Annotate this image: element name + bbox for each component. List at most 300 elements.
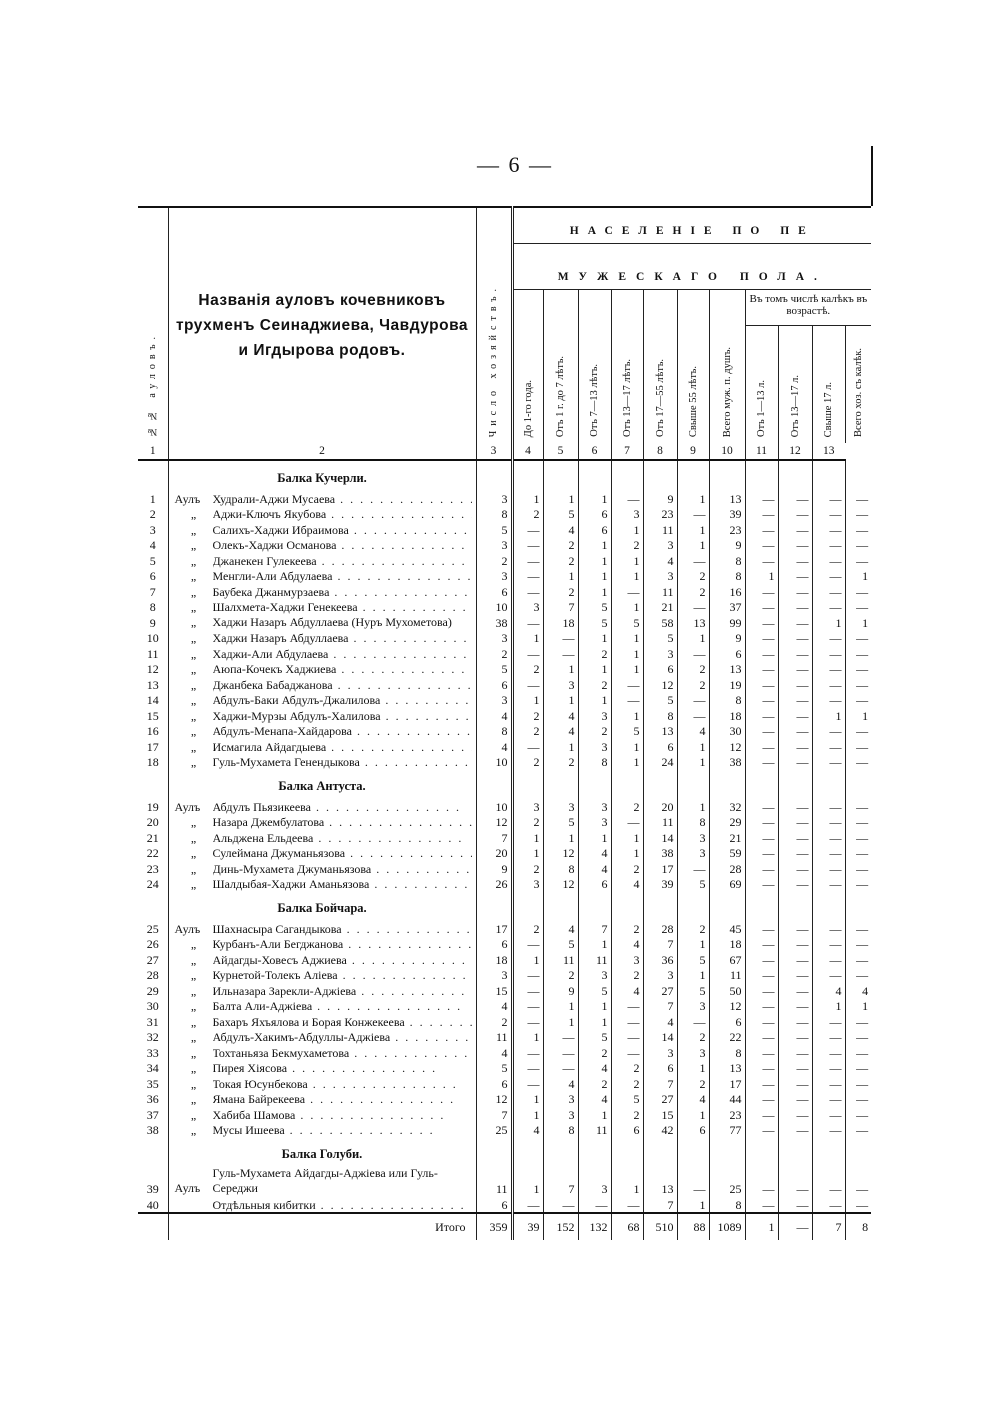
cell-col-4: 2 xyxy=(543,583,578,599)
cell-col-2: 18 xyxy=(476,951,512,967)
cell-col-10: — xyxy=(745,738,778,754)
row-aul-name: Хаджи-Али Абдулаева . . xyxy=(213,647,472,661)
col-number: 12 xyxy=(778,443,812,460)
cell-col-7: 38 xyxy=(643,845,677,861)
cell-col-10: — xyxy=(745,645,778,661)
table-row xyxy=(138,599,871,615)
cell-col-7: 11 xyxy=(643,521,677,537)
cell-col-6: 3 xyxy=(611,951,643,967)
cell-col-6: — xyxy=(611,814,643,830)
header-col-4: Отъ 1 г. до 7 лѣтъ. xyxy=(543,289,578,443)
section-spacer xyxy=(476,1137,512,1166)
cell-col-8: 1 xyxy=(677,738,709,754)
cell-col-5: 1 xyxy=(578,568,611,584)
row-aul-name: Гуль-Мухамета Айдагды-Аджiева или Гуль-Середжи xyxy=(212,1166,438,1195)
table-row xyxy=(138,645,871,661)
cell-col-4: — xyxy=(543,1060,578,1076)
cell-col-3: 2 xyxy=(512,814,543,830)
section-spacer xyxy=(512,769,543,798)
cell-col-12: 1 xyxy=(812,707,845,723)
section-spacer xyxy=(476,460,512,490)
row-prefix: „ xyxy=(190,538,197,552)
cell-col-4: 2 xyxy=(543,552,578,568)
row-number: 15 xyxy=(146,708,159,723)
cell-col-12: — xyxy=(812,676,845,692)
cell-col-6: 4 xyxy=(611,982,643,998)
row-prefix: „ xyxy=(190,1123,197,1137)
cell-col-12: — xyxy=(812,723,845,739)
cell-col-12: — xyxy=(812,552,845,568)
cell-col-11: — xyxy=(778,506,812,522)
cell-col-9: 67 xyxy=(709,951,745,967)
cell-col-8: 2 xyxy=(677,583,709,599)
section-spacer xyxy=(611,1137,643,1166)
section-spacer xyxy=(709,891,745,920)
cell-col-10: — xyxy=(745,599,778,615)
cell-col-8: 1 xyxy=(677,967,709,983)
cell-col-7: 15 xyxy=(643,1106,677,1122)
section-spacer xyxy=(578,1137,611,1166)
cell-col-7: 4 xyxy=(643,552,677,568)
row-aul-name: Абдулъ-Баки Абдулъ-Джалилова . . xyxy=(213,693,472,707)
section-spacer xyxy=(476,891,512,920)
cell-col-4: 3 xyxy=(543,1091,578,1107)
cell-col-12: — xyxy=(812,738,845,754)
row-prefix: „ xyxy=(190,1076,197,1091)
page-number: — 6 — xyxy=(477,152,553,177)
row-aul-name: Менгли-Али Абдулаева . . xyxy=(213,569,472,583)
cell-col-6: — xyxy=(611,998,643,1014)
cell-col-10: — xyxy=(745,920,778,936)
cell-col-5: 11 xyxy=(578,951,611,967)
cell-col-12: — xyxy=(812,860,845,876)
cell-col-13: — xyxy=(845,1091,871,1107)
cell-col-2: 3 xyxy=(476,537,512,553)
cell-col-4: 4 xyxy=(543,707,578,723)
row-aul-name: Шалхмета-Хаджи Генекеева . . xyxy=(213,600,472,614)
header-including: Въ томъ числѣ калѣкъ въ возрастѣ. xyxy=(745,289,871,325)
cell-col-6: 1 xyxy=(611,568,643,584)
cell-col-6: 3 xyxy=(611,506,643,522)
row-prefix: „ xyxy=(190,755,197,769)
row-number: 36 xyxy=(146,1092,159,1106)
row-name xyxy=(168,645,476,661)
row-name xyxy=(168,723,476,739)
cell-col-7: 6 xyxy=(643,1060,677,1076)
cell-col-3: 1 xyxy=(512,1029,543,1045)
cell-col-12: — xyxy=(812,814,845,830)
cell-col-6: 1 xyxy=(611,829,643,845)
row-prefix: „ xyxy=(190,600,197,614)
section-spacer xyxy=(845,460,871,490)
cell-col-12: — xyxy=(812,876,845,892)
cell-col-8: 5 xyxy=(677,876,709,892)
cell-col-5: 3 xyxy=(578,814,611,830)
row-number: 9 xyxy=(149,615,156,630)
cell-col-5: 3 xyxy=(578,707,611,723)
row-number: 26 xyxy=(146,937,159,951)
cell-col-5: 6 xyxy=(578,521,611,537)
cell-col-6: 6 xyxy=(611,1122,643,1138)
row-prefix: „ xyxy=(190,1030,197,1044)
cell-col-11: — xyxy=(778,676,812,692)
cell-col-8: 8 xyxy=(677,814,709,830)
section-spacer xyxy=(845,769,871,798)
cell-col-10: — xyxy=(745,876,778,892)
cell-col-3: 1 xyxy=(512,490,543,506)
cell-col-12: — xyxy=(812,1196,845,1213)
total-col-10: 1 xyxy=(745,1213,778,1240)
cell-col-7: 27 xyxy=(643,982,677,998)
section-spacer xyxy=(643,891,677,920)
cell-col-3: — xyxy=(512,1075,543,1091)
cell-col-9: 37 xyxy=(709,599,745,615)
row-aul-name: Абдулъ Пьязикеева . . xyxy=(213,800,472,814)
cell-col-10: — xyxy=(745,798,778,814)
total-col-5: 132 xyxy=(578,1213,611,1240)
table-row xyxy=(138,1044,871,1060)
cell-col-13: — xyxy=(845,521,871,537)
cell-col-6: — xyxy=(611,583,643,599)
column-numbers xyxy=(138,443,871,460)
row-name xyxy=(168,798,476,814)
cell-col-3: — xyxy=(512,998,543,1014)
cell-col-4: 1 xyxy=(543,661,578,677)
cell-col-8: 5 xyxy=(677,951,709,967)
table-row xyxy=(138,676,871,692)
cell-col-12: — xyxy=(812,845,845,861)
row-prefix: „ xyxy=(190,631,197,645)
row-aul-name: Шахнасыра Сагандыкова . . xyxy=(213,922,472,936)
row-name-wrap xyxy=(175,755,472,769)
cell-col-6: 2 xyxy=(611,860,643,876)
table-row xyxy=(138,490,871,506)
row-prefix: „ xyxy=(190,1092,197,1106)
table-row xyxy=(138,998,871,1014)
section-spacer xyxy=(709,460,745,490)
col-number: 8 xyxy=(643,443,677,460)
cell-col-5: 1 xyxy=(578,829,611,845)
cell-col-2: 20 xyxy=(476,845,512,861)
cell-col-5: 1 xyxy=(578,998,611,1014)
row-number: 22 xyxy=(146,846,159,860)
section-spacer xyxy=(812,769,845,798)
cell-col-3: — xyxy=(512,645,543,661)
cell-col-11: — xyxy=(778,490,812,506)
section-spacer xyxy=(611,460,643,490)
cell-col-10: — xyxy=(745,707,778,723)
cell-col-2: 5 xyxy=(476,661,512,677)
header-col-13: Всего хоз. съ калѣк. xyxy=(845,325,871,443)
cell-col-9: 13 xyxy=(709,661,745,677)
row-prefix: Аулъ xyxy=(174,1181,201,1195)
section-spacer xyxy=(138,891,168,920)
row-number: 21 xyxy=(146,830,159,845)
cell-col-7: 14 xyxy=(643,1029,677,1045)
cell-col-7: 3 xyxy=(643,645,677,661)
cell-col-12: 1 xyxy=(812,998,845,1014)
cell-col-11: — xyxy=(778,521,812,537)
row-aul-name: Олекъ-Хаджи Османова . . xyxy=(213,538,472,552)
row-number: 27 xyxy=(146,952,159,967)
cell-col-4: — xyxy=(543,645,578,661)
cell-col-7: 4 xyxy=(643,1013,677,1029)
cell-col-7: 28 xyxy=(643,920,677,936)
section-row xyxy=(138,769,871,798)
cell-col-3: 1 xyxy=(512,1091,543,1107)
row-prefix: „ xyxy=(190,952,197,967)
cell-col-4: 1 xyxy=(543,998,578,1014)
row-aul-name: Хабиба Шамова . . xyxy=(213,1108,472,1122)
cell-col-4: 1 xyxy=(543,490,578,506)
cell-col-12: — xyxy=(812,537,845,553)
right-rule xyxy=(871,146,873,206)
row-aul-name: Абдулъ-Менапа-Хайдарова . . xyxy=(213,724,472,738)
cell-col-6: 1 xyxy=(611,661,643,677)
table-row xyxy=(138,692,871,708)
cell-col-5: 4 xyxy=(578,845,611,861)
cell-col-2: 10 xyxy=(476,599,512,615)
row-aul-name: Исмагила Айдагдыева . . xyxy=(213,740,472,754)
cell-col-12: — xyxy=(812,1029,845,1045)
cell-col-4: 8 xyxy=(543,1122,578,1138)
row-name xyxy=(168,1013,476,1029)
cell-col-2: 4 xyxy=(476,707,512,723)
row-name-wrap xyxy=(175,631,472,645)
row-aul-name: Динь-Мухамета Джуманьязова . . xyxy=(213,862,472,876)
row-aul-name: Аюпа-Кочекъ Хаджиева . . xyxy=(213,662,472,676)
cell-col-11: — xyxy=(778,645,812,661)
cell-col-13: — xyxy=(845,552,871,568)
section-title: Балка Кучерли. xyxy=(168,460,476,490)
row-name-wrap xyxy=(175,877,472,891)
cell-col-13: 1 xyxy=(845,707,871,723)
table-row xyxy=(138,1122,871,1138)
cell-col-6: — xyxy=(611,1029,643,1045)
table-row xyxy=(138,661,871,677)
cell-col-2: 15 xyxy=(476,982,512,998)
table-row xyxy=(138,707,871,723)
total-col-12: 7 xyxy=(812,1213,845,1240)
cell-col-7: 24 xyxy=(643,754,677,770)
row-number: 6 xyxy=(149,569,156,583)
cell-col-12: — xyxy=(812,1122,845,1138)
col-number: 13 xyxy=(812,443,845,460)
section-title: Балка Антуста. xyxy=(168,769,476,798)
table-row xyxy=(138,1091,871,1107)
row-prefix: „ xyxy=(190,614,197,629)
col-number: 6 xyxy=(578,443,611,460)
cell-col-3: 1 xyxy=(512,845,543,861)
cell-col-9: 13 xyxy=(709,490,745,506)
cell-col-9: 8 xyxy=(709,552,745,568)
row-name-wrap xyxy=(175,585,472,599)
section-spacer xyxy=(543,891,578,920)
cell-col-9: 38 xyxy=(709,754,745,770)
cell-col-7: 3 xyxy=(643,568,677,584)
cell-col-12: — xyxy=(812,661,845,677)
row-name-wrap xyxy=(175,1166,472,1196)
row-aul-name: Хаджи Назаръ Абдуллаева (Нуръ Мухометова) xyxy=(212,614,452,629)
cell-col-11: — xyxy=(778,998,812,1014)
table-row xyxy=(138,614,871,630)
cell-col-11: — xyxy=(778,951,812,967)
cell-col-9: 11 xyxy=(709,967,745,983)
row-number: 34 xyxy=(146,1061,159,1075)
header-aul-names: Названія ауловъ кочевниковъ трухменъ Сеинаджиева, Чавдурова и Игдырова родовъ. xyxy=(168,207,476,443)
row-name-wrap xyxy=(175,647,472,661)
cell-col-5: 7 xyxy=(578,920,611,936)
cell-col-8: 1 xyxy=(677,754,709,770)
cell-col-7: 7 xyxy=(643,1196,677,1213)
cell-col-8: 1 xyxy=(677,1196,709,1213)
cell-col-2: 26 xyxy=(476,876,512,892)
section-spacer xyxy=(745,891,778,920)
col-number: 5 xyxy=(543,443,578,460)
cell-col-10: — xyxy=(745,1044,778,1060)
row-name xyxy=(168,661,476,677)
total-col-13: 8 xyxy=(845,1213,871,1240)
cell-col-3: 1 xyxy=(512,829,543,845)
row-name xyxy=(168,860,476,876)
cell-col-13: — xyxy=(845,1060,871,1076)
row-name-wrap xyxy=(175,693,472,707)
cell-col-11: — xyxy=(778,920,812,936)
cell-col-11: — xyxy=(778,707,812,723)
cell-col-11: — xyxy=(778,1075,812,1091)
cell-col-5: 1 xyxy=(578,537,611,553)
cell-col-11: — xyxy=(778,1122,812,1138)
cell-col-5: 2 xyxy=(578,723,611,739)
cell-col-11: — xyxy=(778,754,812,770)
row-name-wrap xyxy=(175,1108,472,1122)
cell-col-4: 5 xyxy=(543,506,578,522)
cell-col-11: — xyxy=(778,1091,812,1107)
cell-col-8: 6 xyxy=(677,1122,709,1138)
cell-col-2: 3 xyxy=(476,967,512,983)
total-row xyxy=(138,1213,871,1240)
row-name-wrap xyxy=(175,724,472,738)
row-name-wrap xyxy=(175,815,472,829)
row-name xyxy=(168,614,476,630)
row-name-wrap xyxy=(175,999,472,1013)
header-col-9: Всего муж. п. душъ. xyxy=(709,289,745,443)
cell-col-7: 27 xyxy=(643,1091,677,1107)
table-row xyxy=(138,630,871,646)
col-number: 10 xyxy=(709,443,745,460)
row-aul-name: Салихъ-Хаджи Ибраимова . . xyxy=(213,523,472,537)
cell-col-7: 39 xyxy=(643,876,677,892)
cell-col-11: — xyxy=(778,692,812,708)
row-name-wrap xyxy=(175,523,472,537)
cell-col-4: 12 xyxy=(543,876,578,892)
section-spacer xyxy=(512,1137,543,1166)
row-name xyxy=(168,490,476,506)
cell-col-10: — xyxy=(745,552,778,568)
cell-col-5: 1 xyxy=(578,661,611,677)
section-spacer xyxy=(543,460,578,490)
cell-col-12: — xyxy=(812,1166,845,1196)
cell-col-8: 1 xyxy=(677,1060,709,1076)
cell-col-12: — xyxy=(812,951,845,967)
cell-col-9: 39 xyxy=(709,506,745,522)
cell-col-6: — xyxy=(611,1013,643,1029)
cell-col-8: 3 xyxy=(677,1044,709,1060)
cell-col-9: 29 xyxy=(709,814,745,830)
cell-col-5: 3 xyxy=(578,967,611,983)
cell-col-13: — xyxy=(845,599,871,615)
cell-col-12: — xyxy=(812,829,845,845)
cell-col-2: 8 xyxy=(476,506,512,522)
cell-col-13: — xyxy=(845,738,871,754)
cell-col-8: — xyxy=(677,1013,709,1029)
col-number: 3 xyxy=(476,443,512,460)
row-name xyxy=(168,676,476,692)
cell-col-8: 2 xyxy=(677,1075,709,1091)
cell-col-7: 58 xyxy=(643,614,677,630)
header-col-7: Отъ 17—55 лѣтъ. xyxy=(643,289,677,443)
cell-col-5: 1 xyxy=(578,692,611,708)
table-row xyxy=(138,568,871,584)
cell-col-8: 4 xyxy=(677,1091,709,1107)
section-spacer xyxy=(745,460,778,490)
cell-col-6: 2 xyxy=(611,798,643,814)
cell-col-10: — xyxy=(745,1060,778,1076)
row-number: 13 xyxy=(146,677,159,692)
cell-col-9: 21 xyxy=(709,829,745,845)
row-aul-name: Сулеймана Джуманьязова . . xyxy=(213,846,472,860)
cell-col-7: 6 xyxy=(643,738,677,754)
cell-col-11: — xyxy=(778,661,812,677)
cell-col-4: 4 xyxy=(543,723,578,739)
cell-col-11: — xyxy=(778,568,812,584)
cell-col-11: — xyxy=(778,860,812,876)
cell-col-8: 2 xyxy=(677,676,709,692)
row-number: 25 xyxy=(146,921,159,936)
row-number: 38 xyxy=(146,1123,159,1137)
row-name xyxy=(168,829,476,845)
row-prefix: „ xyxy=(190,1061,197,1075)
cell-col-6: — xyxy=(611,692,643,708)
cell-col-10: — xyxy=(745,676,778,692)
row-number: 33 xyxy=(146,1045,159,1060)
section-row xyxy=(138,1137,871,1166)
cell-col-13: — xyxy=(845,583,871,599)
cell-col-13: — xyxy=(845,692,871,708)
section-spacer xyxy=(677,891,709,920)
cell-col-5: 2 xyxy=(578,1044,611,1060)
row-number: 17 xyxy=(146,739,159,754)
cell-col-13: — xyxy=(845,676,871,692)
cell-col-2: 6 xyxy=(476,676,512,692)
cell-col-5: 1 xyxy=(578,1106,611,1122)
cell-col-5: 6 xyxy=(578,506,611,522)
section-spacer xyxy=(476,769,512,798)
cell-col-6: 5 xyxy=(611,1091,643,1107)
cell-col-5: 6 xyxy=(578,876,611,892)
row-number: 4 xyxy=(149,538,156,552)
cell-col-5: 4 xyxy=(578,1091,611,1107)
table-row xyxy=(138,982,871,998)
table-row xyxy=(138,829,871,845)
header-col-11: Отъ 13—17 л. xyxy=(778,325,812,443)
row-number: 32 xyxy=(146,1030,159,1044)
header-col-6: Отъ 13—17 лѣтъ. xyxy=(611,289,643,443)
cell-col-6: — xyxy=(611,1196,643,1213)
cell-col-5: 8 xyxy=(578,754,611,770)
row-name-wrap xyxy=(175,953,472,967)
table-row xyxy=(138,798,871,814)
